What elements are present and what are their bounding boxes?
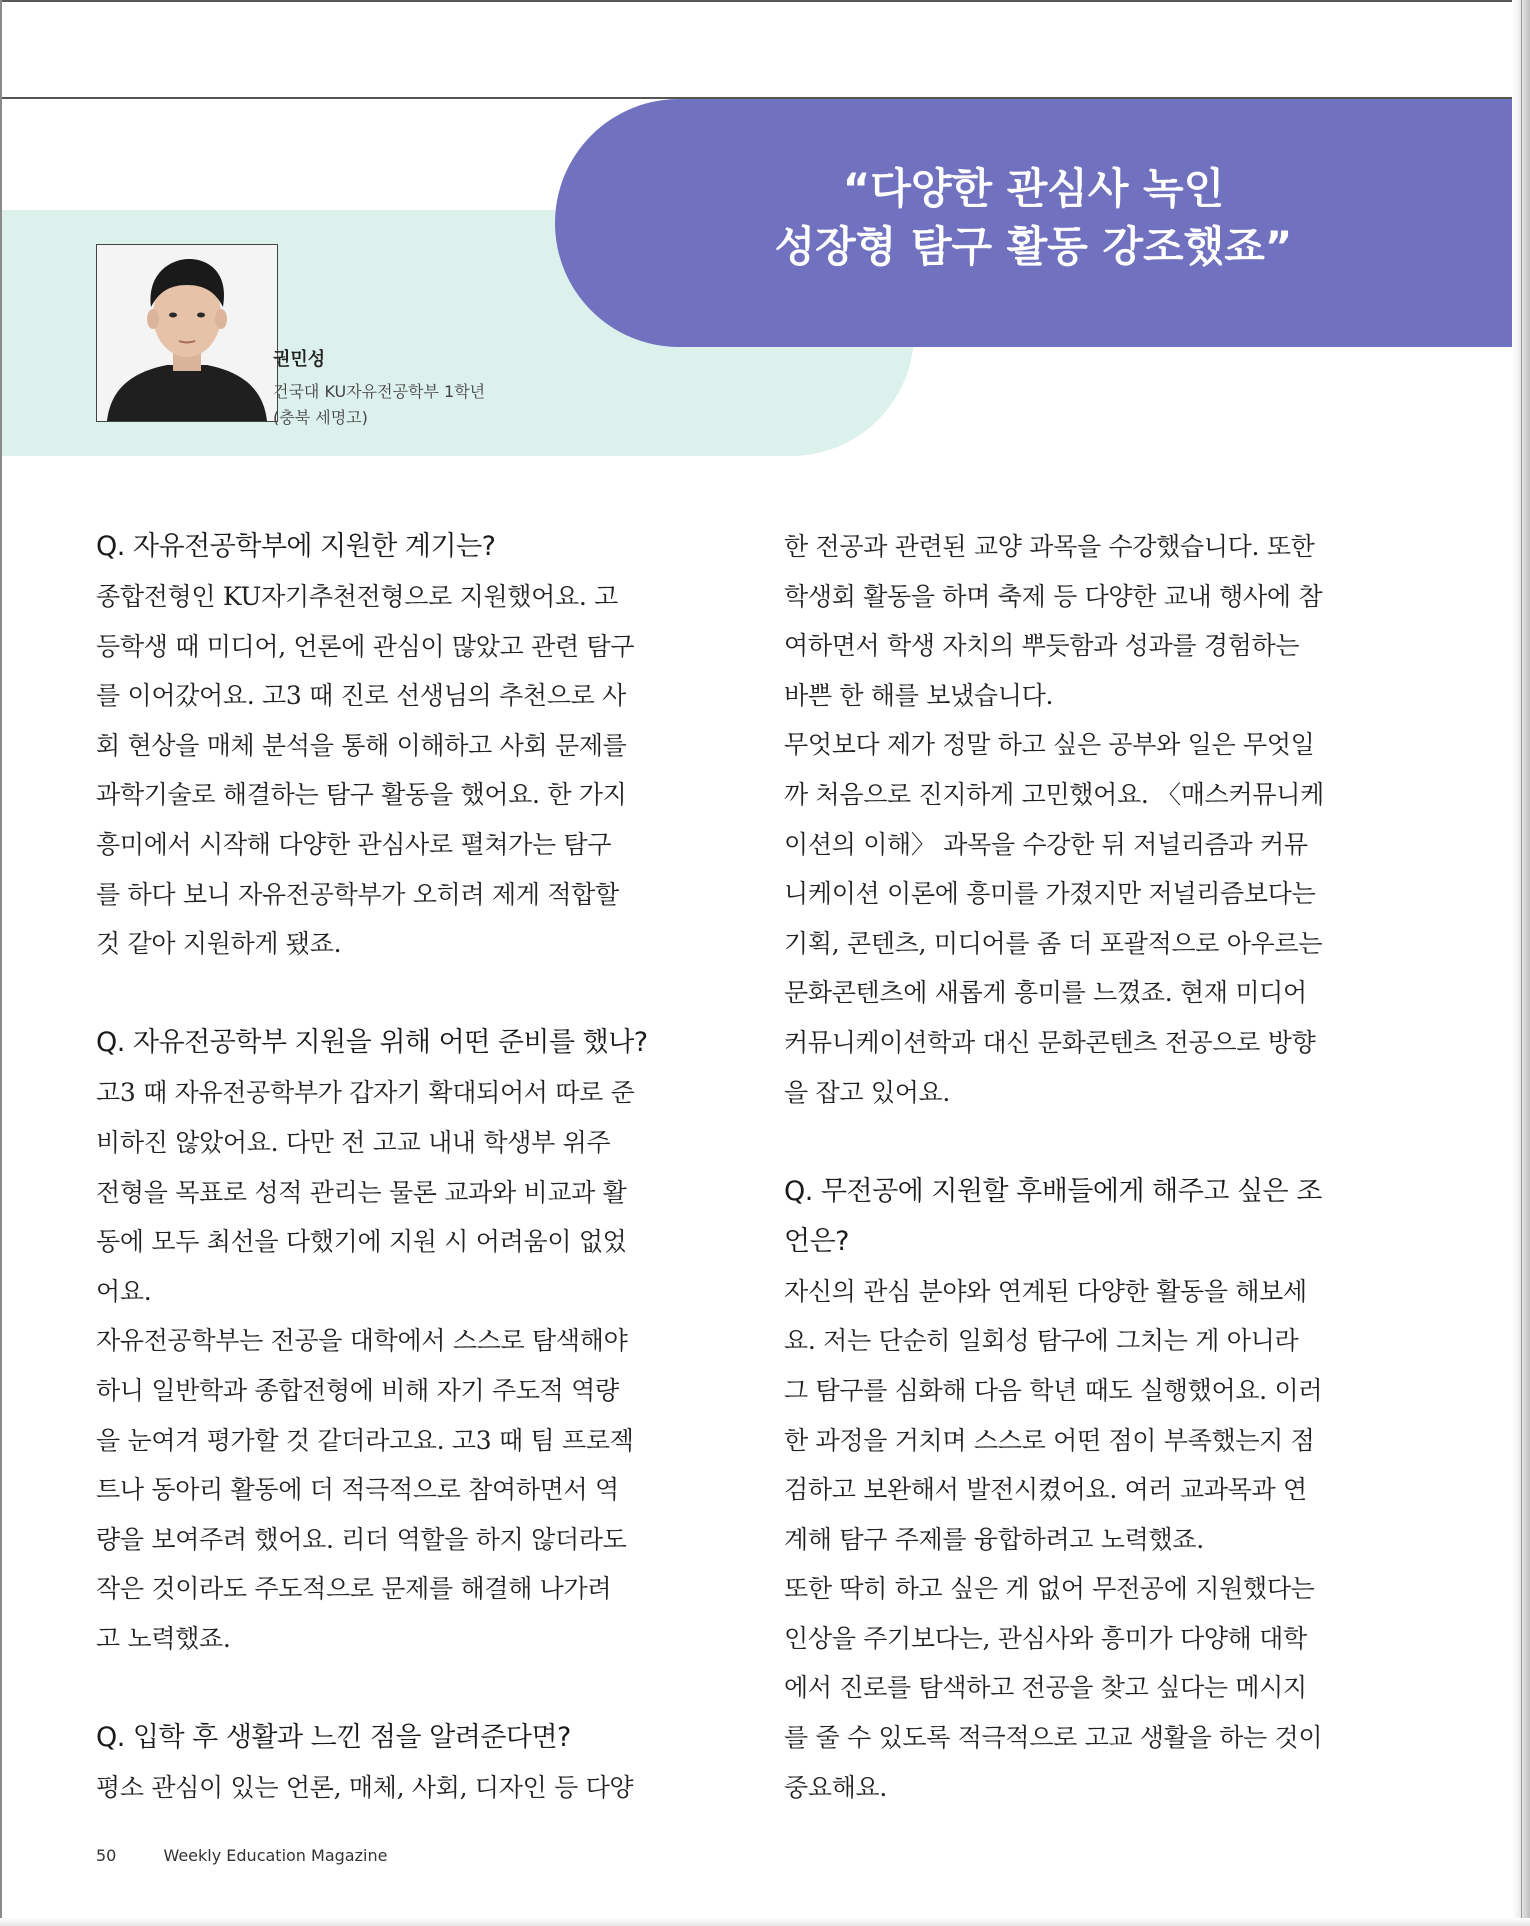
answer-line: 인상을 주기보다는, 관심사와 흥미가 다양해 대학: [784, 1623, 1307, 1653]
answer-line: 한 전공과 관련된 교양 과목을 수강했습니다. 또한: [784, 532, 1315, 561]
answer-line: 를 줄 수 있도록 적극적으로 고교 생활을 하는 것이: [784, 1723, 1323, 1753]
answer-line: 커뮤니케이션학과 대신 문화콘텐츠 전공으로 방향: [784, 1027, 1316, 1057]
answer-line: 회 현상을 매체 분석을 통해 이해하고 사회 문제를: [96, 730, 627, 760]
answer-line: 검하고 보완해서 발전시켰어요. 여러 교과목과 연: [784, 1475, 1307, 1505]
answer-line: 니케이션 이론에 흥미를 가졌지만 저널리즘보다는: [784, 879, 1316, 909]
answer-line: 비하진 않았어요. 다만 전 고교 내내 학생부 위주: [96, 1127, 611, 1157]
answer-line: 요. 저는 단순히 일회성 탐구에 그치는 게 아니라: [784, 1326, 1299, 1356]
answer-line: 량을 보여주려 했어요. 리더 역할을 하지 않더라도: [96, 1524, 627, 1554]
page-number: 50: [96, 1846, 117, 1865]
profile-affiliation: 건국대 KU자유전공학부 1학년: [273, 382, 486, 401]
answer-line: 을 눈여겨 평가할 것 같더라고요. 고3 때 팀 프로젝: [96, 1425, 634, 1455]
answer-line: 을 잡고 있어요.: [784, 1077, 951, 1107]
profile-name: 권민성: [273, 349, 326, 370]
answer-line: 자신의 관심 분야와 연계된 다양한 활동을 해보세: [784, 1276, 1307, 1306]
answer-line: 한 과정을 거치며 스스로 어떤 점이 부족했는지 점: [784, 1425, 1315, 1455]
section-gap: [96, 1663, 666, 1713]
answer-line: 를 이어갔어요. 고3 때 진로 선생님의 추천으로 사: [96, 681, 626, 711]
answer-line: 등학생 때 미디어, 언론에 관심이 많았고 관련 탐구: [96, 631, 635, 661]
answer-line: 종합전형인 KU자기추천전형으로 지원했어요. 고: [96, 582, 618, 611]
answer-line: 자유전공학부는 전공을 대학에서 스스로 탐색해야: [96, 1326, 628, 1356]
profile-photo: [96, 244, 278, 422]
page-edge-line: [1521, 0, 1522, 1926]
pull-quote-line-1: “다양한 관심사 녹인: [842, 164, 1225, 213]
question-heading-cont: 언은?: [784, 1225, 849, 1257]
answer-line: 작은 것이라도 주도적으로 문제를 해결해 나가려: [96, 1574, 612, 1604]
answer-line: 하니 일반학과 종합전형에 비해 자기 주도적 역량: [96, 1375, 619, 1405]
page-border-top: [0, 0, 1530, 2]
page-footer: [96, 1846, 387, 1865]
answer-line: 계해 탐구 주제를 융합하려고 노력했죠.: [784, 1524, 1204, 1554]
answer-line: 동에 모두 최선을 다했기에 지원 시 어려움이 없었: [96, 1227, 627, 1257]
page-bottom-edge: [0, 1918, 1530, 1926]
answer-line: 것 같아 지원하게 됐죠.: [96, 929, 342, 959]
answer-line: 또한 딱히 하고 싶은 게 없어 무전공에 지원했다는: [784, 1574, 1315, 1604]
answer-line: 고3 때 자유전공학부가 갑자기 확대되어서 따로 준: [96, 1078, 635, 1108]
answer-line: 여하면서 학생 자치의 뿌듯함과 성과를 경험하는: [784, 631, 1300, 661]
article-column-left: [96, 522, 666, 1813]
answer-line: 까 처음으로 진지하게 고민했어요. 〈매스커뮤니케: [784, 779, 1324, 809]
profile-info: [273, 345, 485, 431]
answer-line: 평소 관심이 있는 언론, 매체, 사회, 디자인 등 다양: [96, 1773, 634, 1803]
answer-line: 에서 진로를 탐색하고 전공을 찾고 싶다는 메시지: [784, 1673, 1307, 1703]
answer-line: 중요해요.: [784, 1772, 888, 1802]
answer-line: 기획, 콘텐츠, 미디어를 좀 더 포괄적으로 아우르는: [784, 928, 1323, 958]
profile-school: (충북 세명고): [273, 408, 368, 427]
pull-quote: [555, 160, 1512, 276]
section-gap: [784, 1117, 1354, 1167]
answer-line: 문화콘텐츠에 새롭게 흥미를 느꼈죠. 현재 미디어: [784, 978, 1307, 1008]
question-heading: Q. 입학 후 생활과 느낀 점을 알려준다면?: [96, 1722, 571, 1754]
answer-line: 바쁜 한 해를 보냈습니다.: [784, 680, 1054, 710]
answer-line: 고 노력했죠.: [96, 1623, 231, 1653]
person-portrait-icon: [97, 245, 277, 421]
answer-line: 트나 동아리 활동에 더 적극적으로 참여하면서 역: [96, 1475, 619, 1505]
answer-line: 이션의 이해〉 과목을 수강한 뒤 저널리즘과 커뮤: [784, 829, 1308, 859]
answer-line: 어요.: [96, 1276, 152, 1306]
magazine-name: Weekly Education Magazine: [163, 1846, 388, 1865]
answer-line: 를 하다 보니 자유전공학부가 오히려 제게 적합할: [96, 879, 619, 909]
question-heading: Q. 무전공에 지원할 후배들에게 해주고 싶은 조: [784, 1175, 1322, 1207]
section-gap: [96, 969, 666, 1019]
answer-line: 전형을 목표로 성적 관리는 물론 교과와 비교과 활: [96, 1177, 627, 1207]
answer-line: 무엇보다 제가 정말 하고 싶은 공부와 일은 무엇일: [784, 730, 1315, 760]
answer-line: 그 탐구를 심화해 다음 학년 때도 실행했어요. 이러: [784, 1375, 1323, 1405]
article-column-right: [784, 522, 1354, 1812]
answer-line: 흥미에서 시작해 다양한 관심사로 펼쳐가는 탐구: [96, 829, 612, 859]
question-heading: Q. 자유전공학부에 지원한 계기는?: [96, 531, 496, 562]
answer-line: 과학기술로 해결하는 탐구 활동을 했어요. 한 가지: [96, 780, 627, 810]
answer-line: 학생회 활동을 하며 축제 등 다양한 교내 행사에 참: [784, 581, 1323, 611]
pull-quote-line-2: 성장형 탐구 활동 강조했죠”: [774, 222, 1293, 271]
question-heading: Q. 자유전공학부 지원을 위해 어떤 준비를 했나?: [96, 1027, 648, 1059]
